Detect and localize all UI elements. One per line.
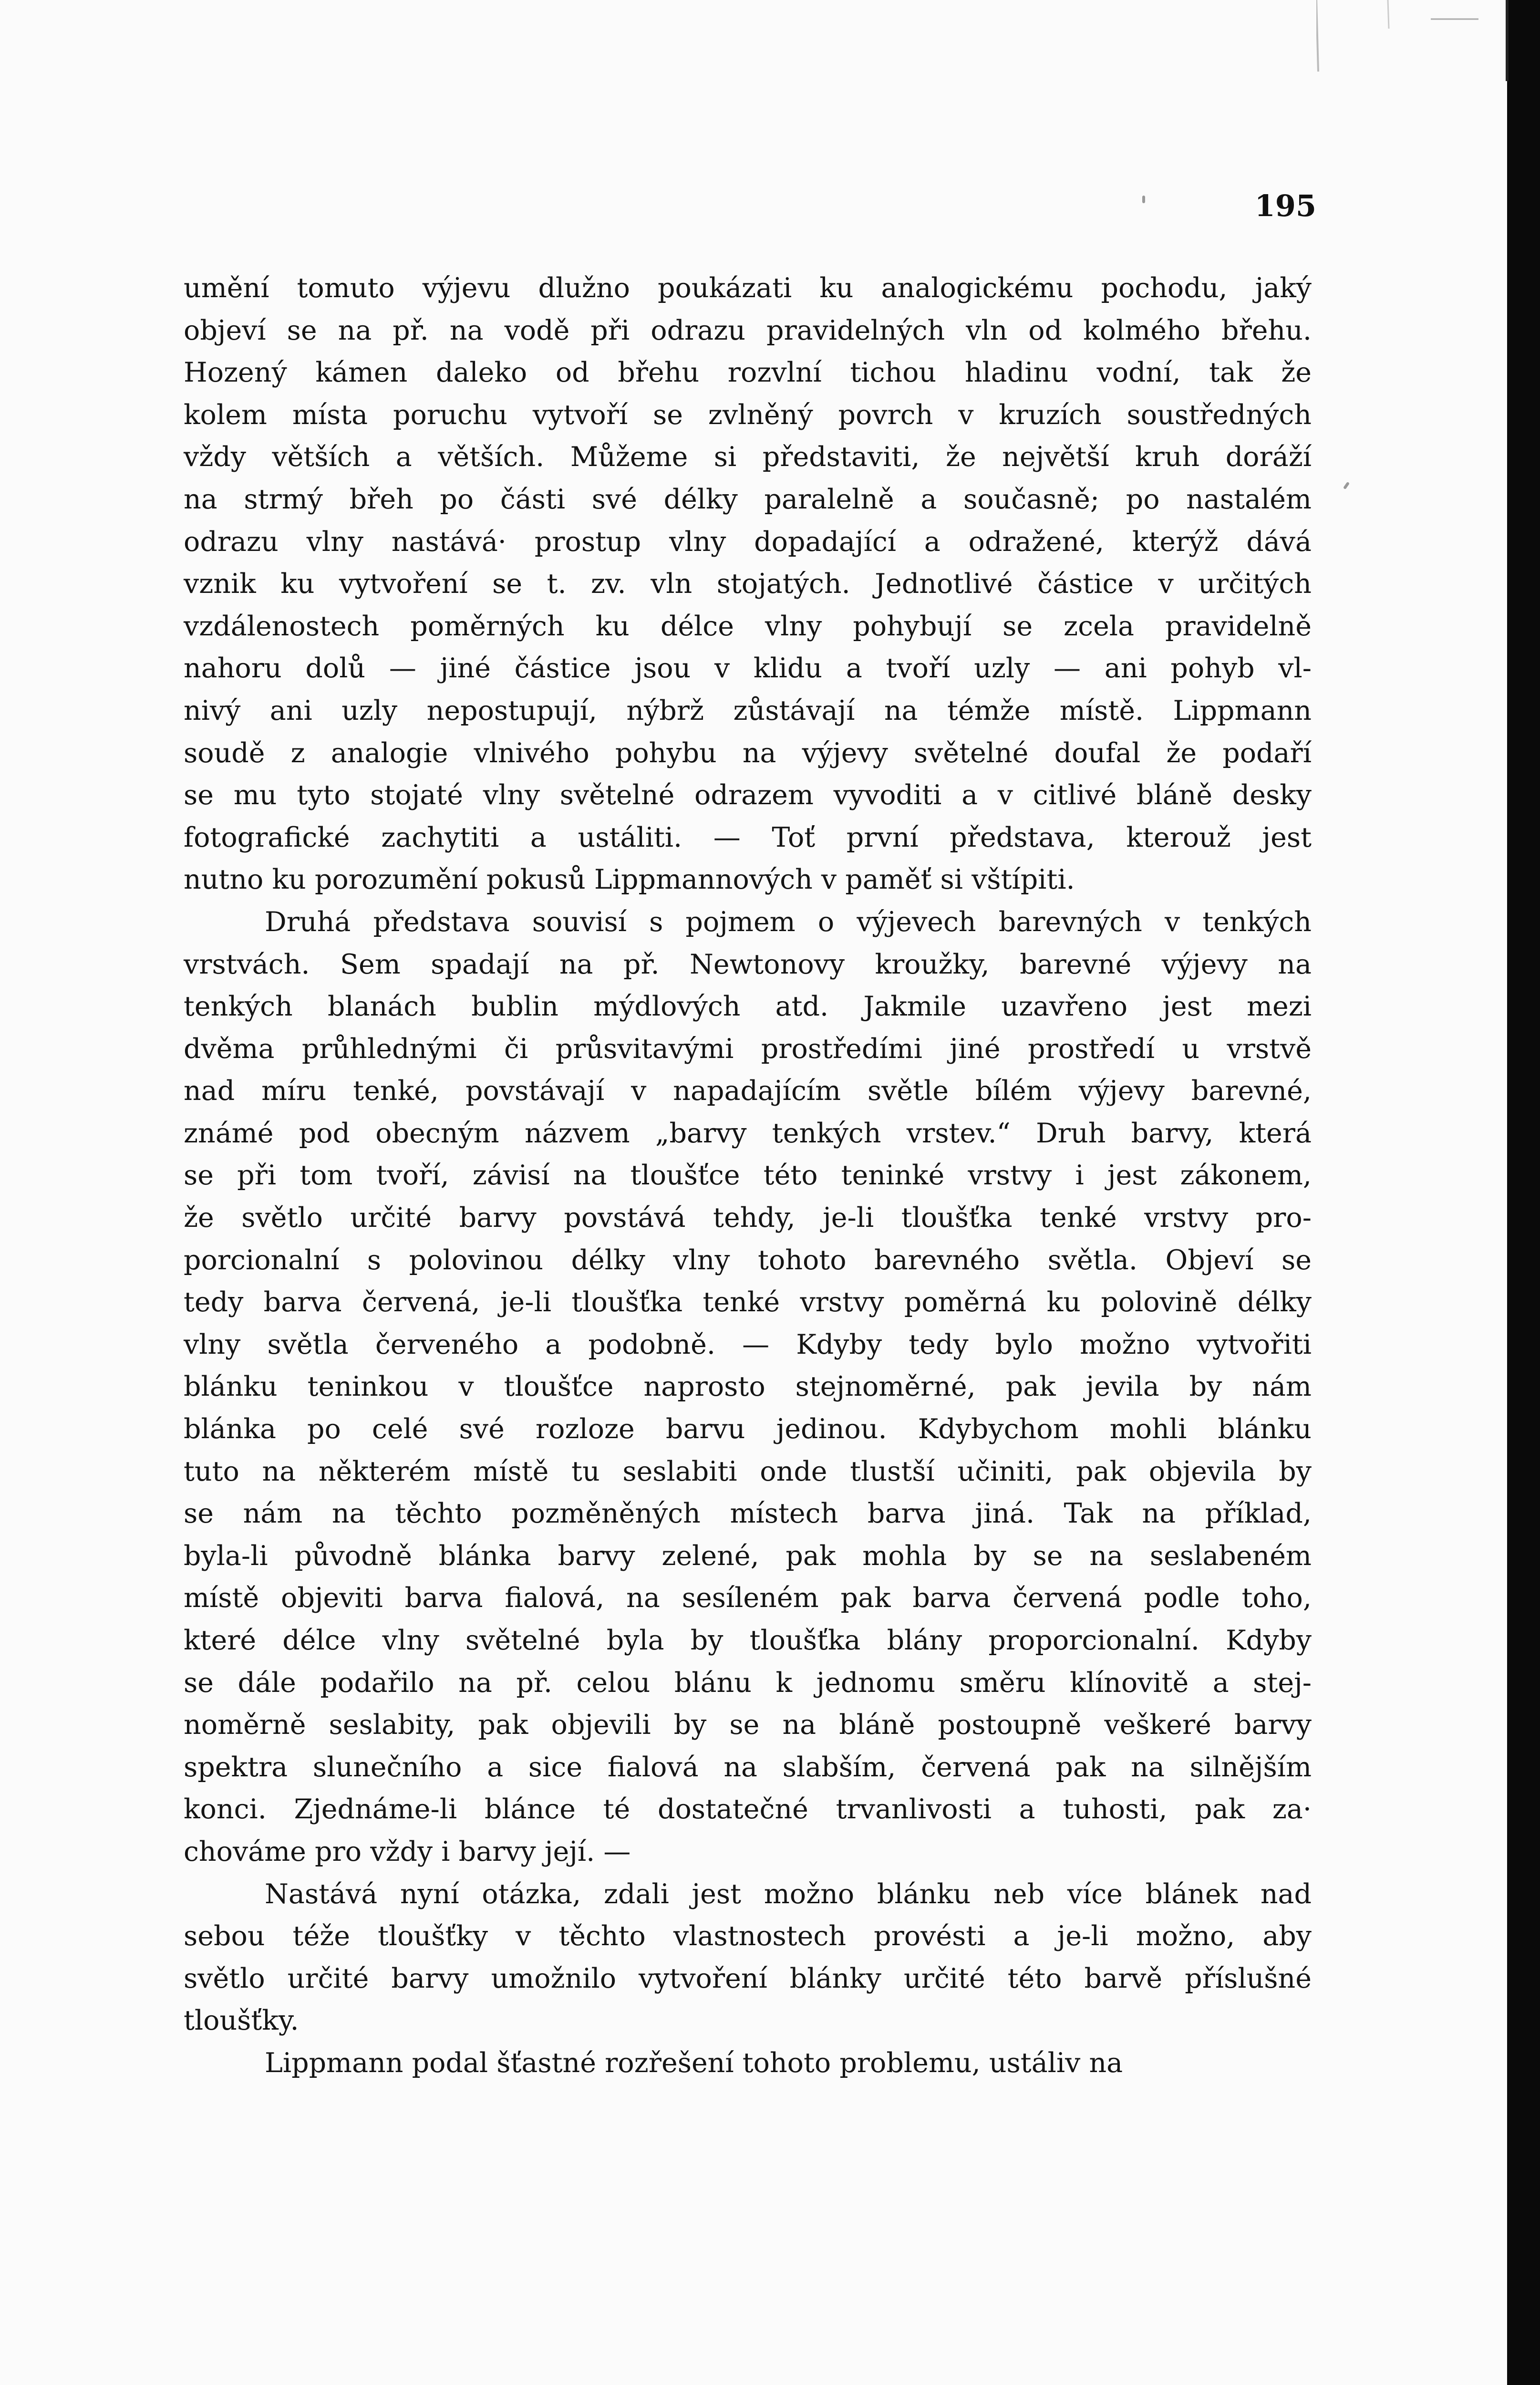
- text-line: se dále podařilo na př. celou blánu k jednomu směru klínovitě a stej-: [184, 1667, 1312, 1699]
- text-line: tedy barva červená, je-li tloušťka tenké vrstvy poměrná ku polovině délky: [184, 1286, 1312, 1318]
- text-line: známé pod obecným názvem „barvy tenkých vrstev.“ Druh barvy, která: [184, 1117, 1312, 1149]
- text-line: nad míru tenké, povstávají v napadajícím světle bílém výjevy barevné,: [184, 1075, 1312, 1107]
- text-line: se nám na těchto pozměněných místech barva jiná. Tak na příklad,: [184, 1498, 1312, 1530]
- body-text: [184, 267, 1312, 2084]
- text-line: Hozený kámen daleko od břehu rozvlní tichou hladinu vodní, tak že: [184, 357, 1312, 389]
- page-edge-shadow: [1507, 0, 1540, 2385]
- text-line: spektra slunečního a sice fialová na slabším, červená pak na silnějším: [184, 1751, 1312, 1783]
- text-line: sebou téže tloušťky v těchto vlastnostech provésti a je-li možno, aby: [184, 1920, 1312, 1952]
- text-line: nivý ani uzly nepostupují, nýbrž zůstávají na témže místě. Lippmann: [184, 695, 1312, 726]
- speck-mark: [1343, 482, 1350, 490]
- text-line: umění tomuto výjevu dlužno poukázati ku analogickému pochodu, jaký: [184, 272, 1312, 304]
- paragraph-start-line: Druhá představa souvisí s pojmem o výjevech barevných v tenkých: [265, 906, 1312, 938]
- text-line: konci. Zjednáme-li blánce té dostatečné trvanlivosti a tuhosti, pak za·: [184, 1794, 1312, 1825]
- text-line: se při tom tvoří, závisí na tloušťce této teninké vrstvy i jest zákonem,: [184, 1160, 1312, 1192]
- text-line: byla-li původně blánka barvy zelené, pak mohla by se na seslabeném: [184, 1540, 1312, 1572]
- text-line: objeví se na př. na vodě při odrazu pravidelných vln od kolmého břehu.: [184, 314, 1312, 346]
- text-line: blánku teninkou v tloušťce naprosto stejnoměrné, pak jevila by nám: [184, 1371, 1312, 1403]
- text-line: noměrně seslabity, pak objevili by se na bláně postoupně veškeré barvy: [184, 1709, 1312, 1741]
- paragraph-start-line: Lippmann podal šťastné rozřešení tohoto problemu, ustáliv na: [265, 2047, 1123, 2079]
- text-line: vrstvách. Sem spadají na př. Newtonovy kroužky, barevné výjevy na: [184, 948, 1312, 980]
- text-line: fotografické zachytiti a ustáliti. — Toť první představa, kterouž jest: [184, 821, 1312, 853]
- text-line: místě objeviti barva fialová, na sesíleném pak barva červená podle toho,: [184, 1582, 1312, 1614]
- text-line: nahoru dolů — jiné částice jsou v klidu a tvoří uzly — ani pohyb vl-: [184, 653, 1312, 684]
- text-line: na strmý břeh po části své délky paralelně a současně; po nastalém: [184, 483, 1312, 515]
- text-line: chováme pro vždy i barvy její. —: [184, 1835, 631, 1867]
- text-line: soudě z analogie vlnivého pohybu na výjevy světelné doufal že podaří: [184, 737, 1312, 769]
- text-line: vlny světla červeného a podobně. — Kdyby tedy bylo možno vytvořiti: [184, 1328, 1312, 1360]
- text-line: které délce vlny světelné byla by tloušťka blány proporcionalní. Kdyby: [184, 1625, 1312, 1656]
- text-line: že světlo určité barvy povstává tehdy, je-li tloušťka tenké vrstvy pro-: [184, 1202, 1312, 1234]
- text-line: vždy větších a větších. Můžeme si představiti, že největší kruh doráží: [184, 441, 1312, 473]
- text-line: se mu tyto stojaté vlny světelné odrazem vyvoditi a v citlivé bláně desky: [184, 779, 1312, 811]
- text-line: tenkých blanách bublin mýdlových atd. Jakmile uzavřeno jest mezi: [184, 991, 1312, 1023]
- text-line: odrazu vlny nastává· prostup vlny dopadající a odražené, kterýž dává: [184, 526, 1312, 558]
- text-line: kolem místa poruchu vytvoří se zvlněný povrch v kruzích soustředných: [184, 399, 1312, 431]
- page-number: 195: [1254, 188, 1316, 223]
- speck-mark: [1142, 196, 1145, 203]
- text-line: nutno ku porozumění pokusů Lippmannových v paměť si vštípiti.: [184, 864, 1075, 896]
- paragraph-start-line: Nastává nyní otázka, zdali jest možno blánku neb více blánek nad: [265, 1878, 1312, 1910]
- text-line: blánka po celé své rozloze barvu jedinou. Kdybychom mohli blánku: [184, 1413, 1312, 1445]
- text-line: světlo určité barvy umožnilo vytvoření blánky určité této barvě příslušné: [184, 1962, 1312, 1994]
- text-line: dvěma průhlednými či průsvitavými prostředími jiné prostředí u vrstvě: [184, 1033, 1312, 1065]
- text-line: vzdálenostech poměrných ku délce vlny pohybují se zcela pravidelně: [184, 610, 1312, 642]
- text-line: porcionalní s polovinou délky vlny tohoto barevného světla. Objeví se: [184, 1244, 1312, 1276]
- text-line: vznik ku vytvoření se t. zv. vln stojatých. Jednotlivé částice v určitých: [184, 568, 1312, 600]
- scan-corner-marks: [1316, 0, 1540, 81]
- text-line: tuto na některém místě tu seslabiti onde tlustší učiniti, pak objevila by: [184, 1455, 1312, 1487]
- text-line: tloušťky.: [184, 2005, 299, 2037]
